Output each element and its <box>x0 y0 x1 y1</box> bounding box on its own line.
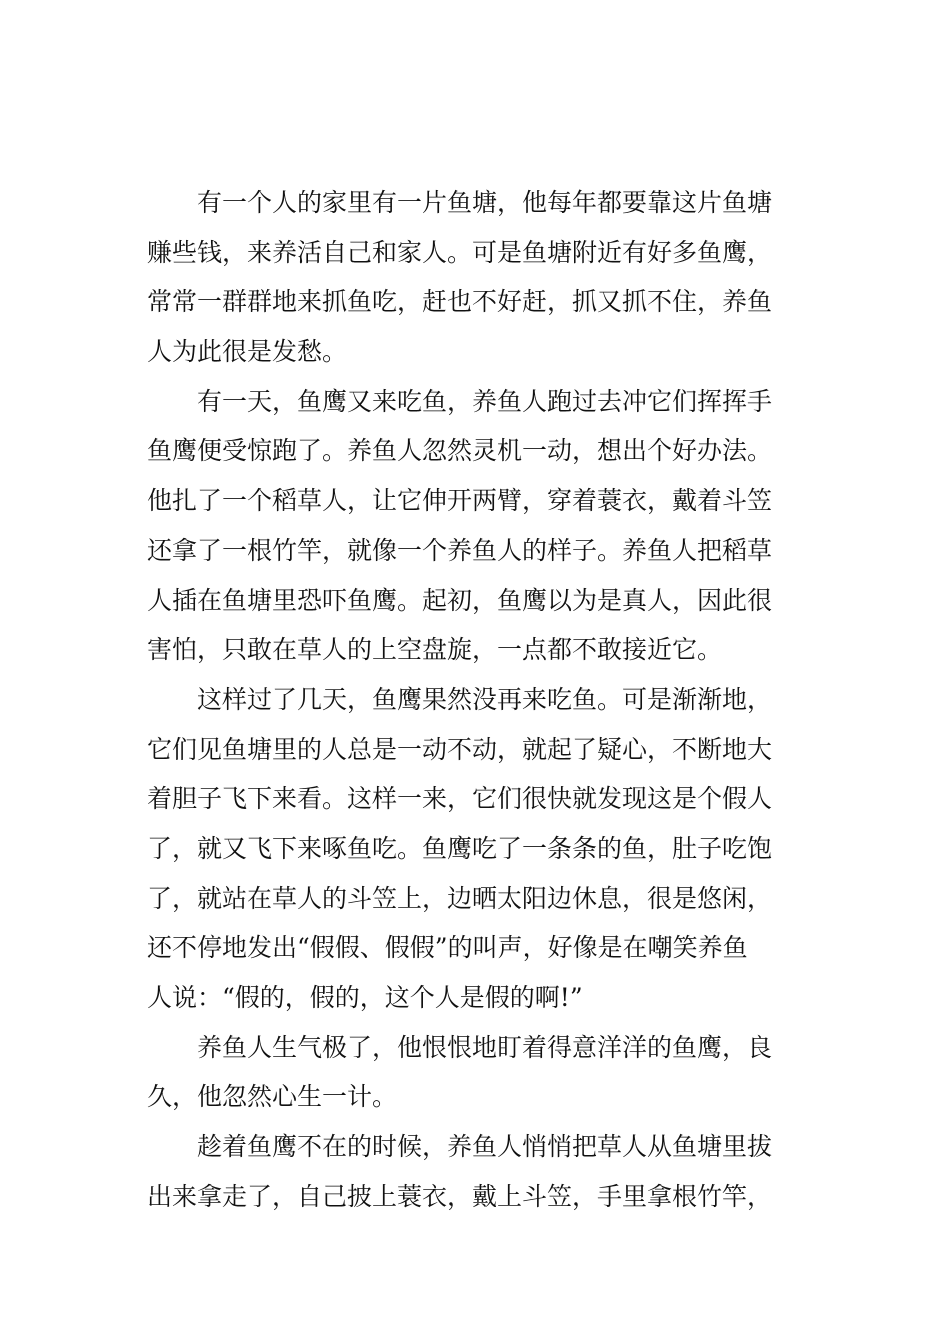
text-line: 人为此很是发愁。 <box>147 337 348 367</box>
text-line: 养鱼人生气极了，他恨恨地盯着得意洋洋的鱼鹰，良 <box>197 1032 773 1062</box>
text-line: 它们见鱼塘里的人总是一动不动，就起了疑心，不断地大 <box>147 734 773 764</box>
text-line: 他扎了一个稻草人，让它伸开两臂，穿着蓑衣，戴着斗笠 <box>147 486 773 516</box>
text-line: 害怕，只敢在草人的上空盘旋，一点都不敢接近它。 <box>147 635 723 665</box>
text-line: 这样过了几天，鱼鹰果然没再来吃鱼。可是渐渐地， <box>197 684 773 714</box>
text-line: 人说：“假的，假的，这个人是假的啊!” <box>147 983 583 1012</box>
text-line: 了，就又飞下来啄鱼吃。鱼鹰吃了一条条的鱼，肚子吃饱 <box>147 833 773 863</box>
text-line: 出来拿走了，自己披上蓑衣，戴上斗笠，手里拿根竹竿， <box>147 1181 773 1211</box>
text-line: 着胆子飞下来看。这样一来，它们很快就发现这是个假人 <box>147 784 773 814</box>
text-line: 有一天，鱼鹰又来吃鱼，养鱼人跑过去冲它们挥挥手 <box>197 386 773 416</box>
text-line: 了，就站在草人的斗笠上，边晒太阳边休息，很是悠闲， <box>147 883 773 913</box>
text-line: 有一个人的家里有一片鱼塘，他每年都要靠这片鱼塘 <box>197 188 773 217</box>
text-line: 赚些钱，来养活自己和家人。可是鱼塘附近有好多鱼鹰， <box>147 237 773 267</box>
text-line: 鱼鹰便受惊跑了。养鱼人忽然灵机一动，想出个好办法。 <box>147 436 773 466</box>
text-line: 还拿了一根竹竿，就像一个养鱼人的样子。养鱼人把稻草 <box>147 535 773 565</box>
text-line: 趁着鱼鹰不在的时候，养鱼人悄悄把草人从鱼塘里拔 <box>197 1132 773 1162</box>
text-line: 还不停地发出“假假、假假”的叫声，好像是在嘲笑养鱼 <box>147 933 748 963</box>
story-text <box>147 178 807 1221</box>
text-line: 人插在鱼塘里恐吓鱼鹰。起初，鱼鹰以为是真人，因此很 <box>147 585 773 615</box>
text-line: 常常一群群地来抓鱼吃，赶也不好赶，抓又抓不住，养鱼 <box>147 287 773 317</box>
text-line: 久，他忽然心生一计。 <box>147 1082 398 1112</box>
